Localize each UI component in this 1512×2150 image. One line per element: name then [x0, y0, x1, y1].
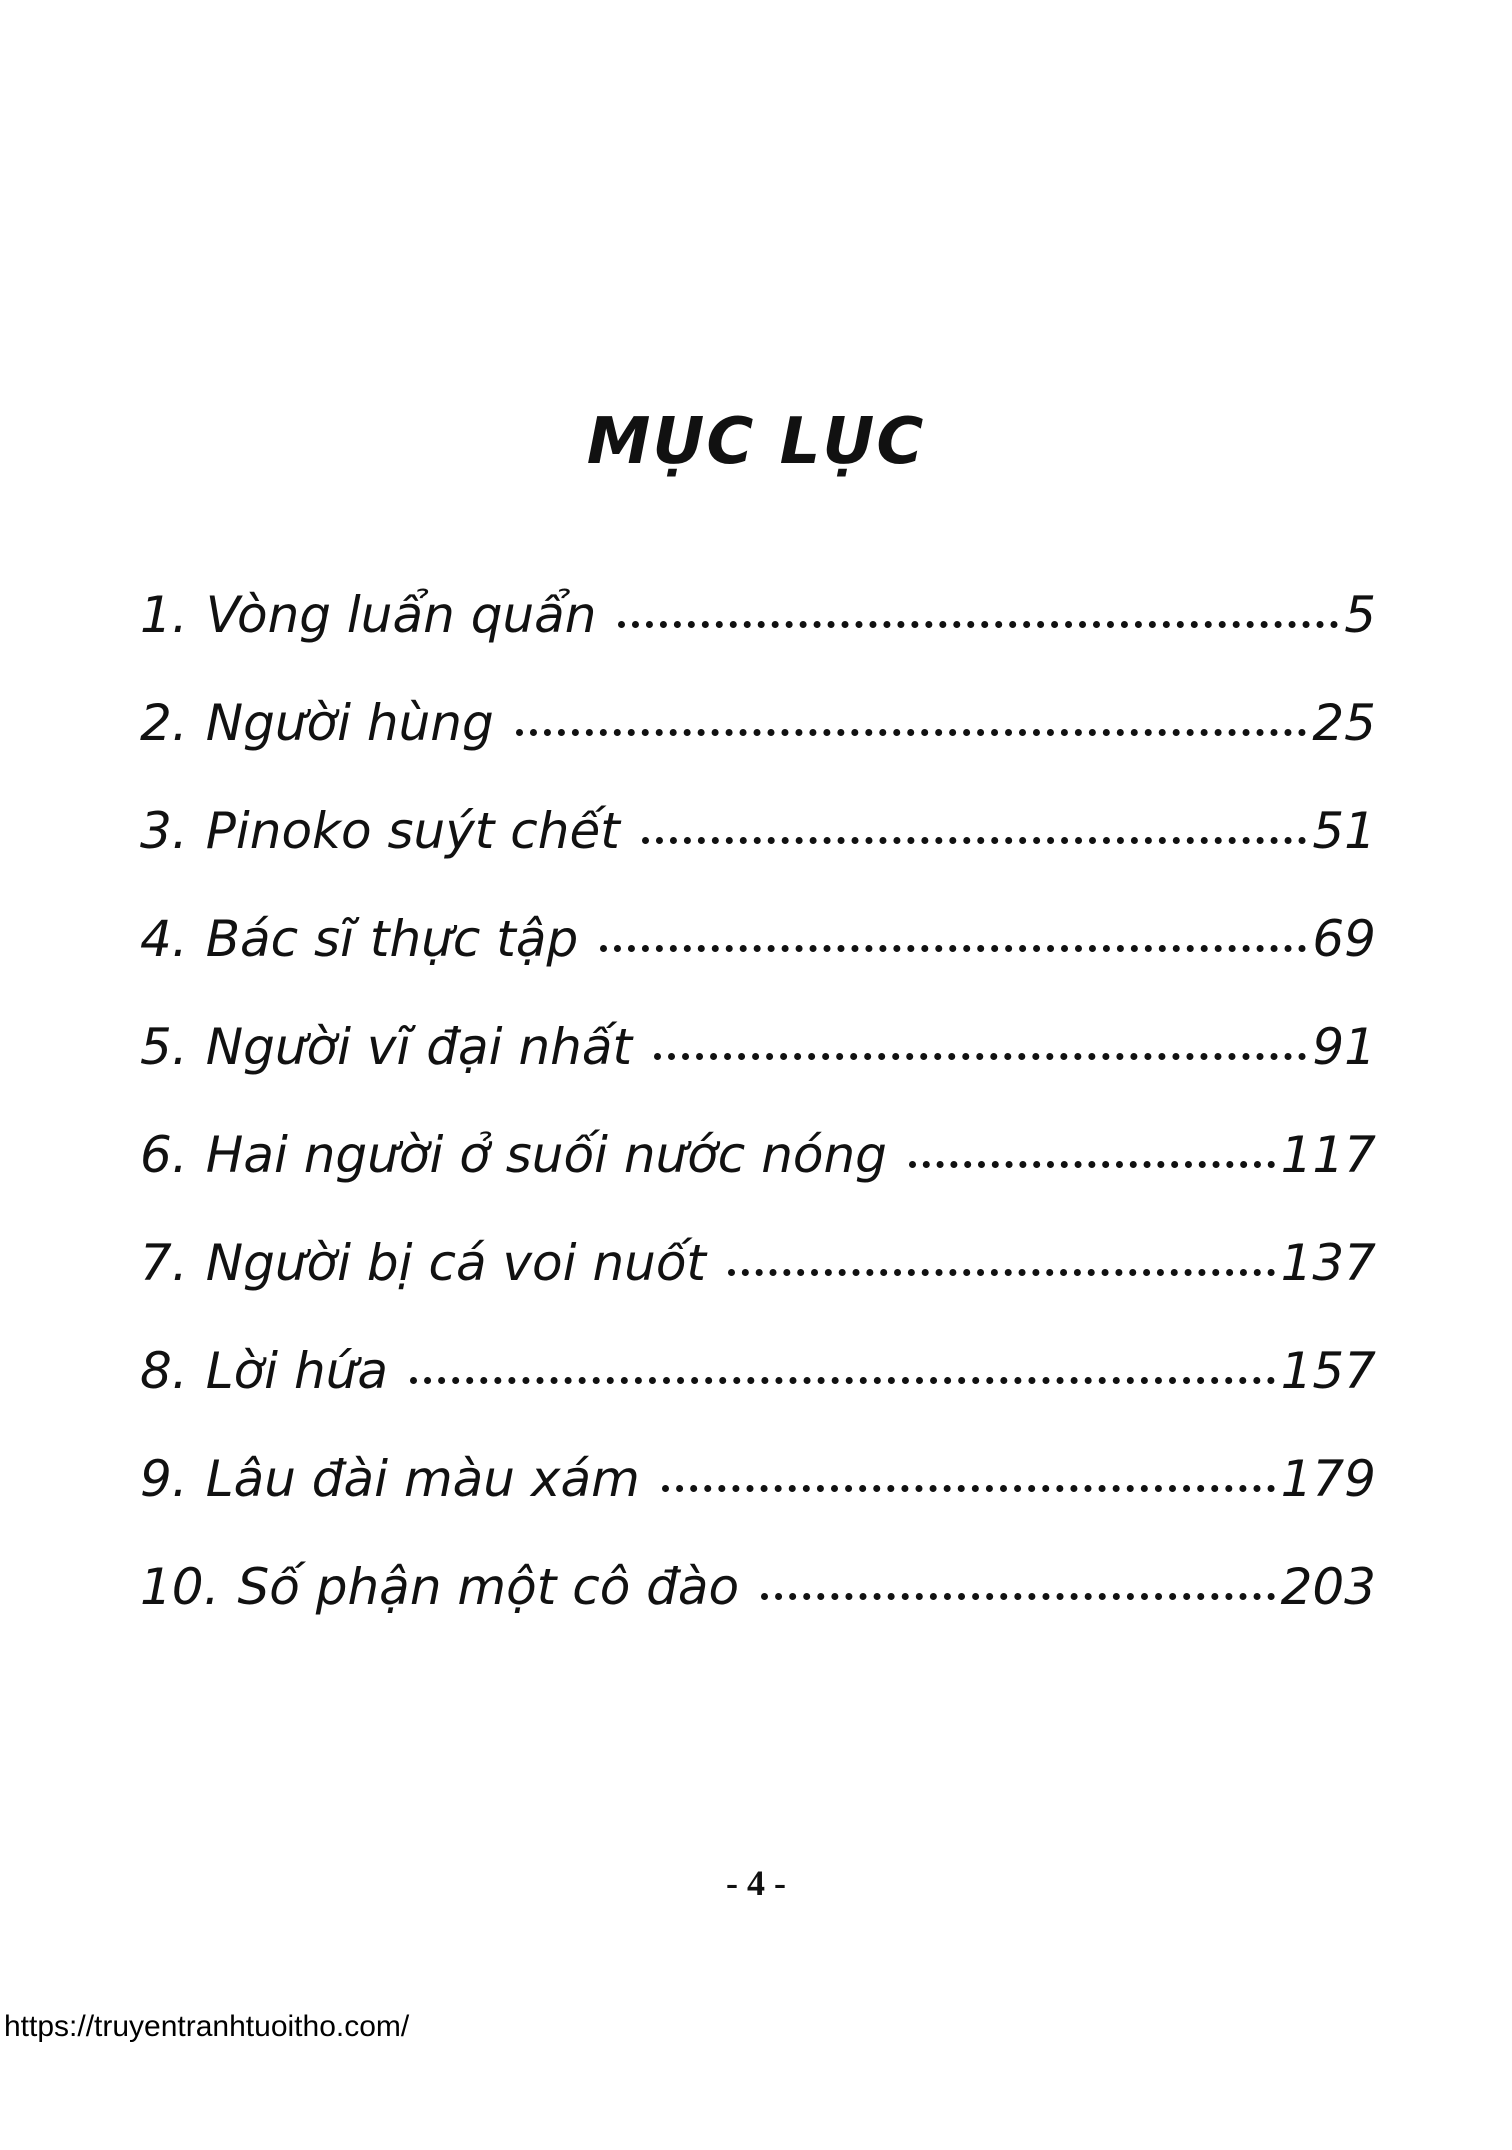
page-number: - 4 - [726, 1863, 786, 1903]
toc-entry-page: 5 [1344, 586, 1376, 644]
dot-leader [516, 729, 1307, 736]
toc-entry-label: Người vĩ đại nhất [205, 1018, 633, 1076]
toc-entry[interactable] [140, 1342, 1376, 1454]
toc-entry-number: 6. [140, 1126, 188, 1184]
toc-entry-number: 8. [140, 1342, 188, 1400]
toc-list [140, 586, 1376, 1670]
toc-entry-page: 179 [1280, 1450, 1376, 1508]
toc-entry-number: 7. [140, 1234, 188, 1292]
dot-leader [728, 1269, 1275, 1276]
toc-entry-label: Người bị cá voi nuốt [205, 1234, 707, 1292]
toc-entry-number: 10. [140, 1558, 220, 1616]
toc-entry-label: Người hùng [205, 694, 494, 752]
toc-entry-label: Lời hứa [205, 1342, 388, 1400]
dot-leader [600, 945, 1306, 952]
toc-entry-page: 91 [1312, 1018, 1376, 1076]
dot-leader [909, 1161, 1275, 1168]
dot-leader [662, 1485, 1275, 1492]
toc-entry-number: 1. [140, 586, 188, 644]
toc-entry[interactable] [140, 910, 1376, 1022]
dot-leader [642, 837, 1307, 844]
dot-leader [618, 621, 1338, 628]
toc-entry[interactable] [140, 1558, 1376, 1670]
toc-entry-label: Pinoko suýt chết [205, 802, 620, 860]
toc-entry-page: 51 [1312, 802, 1376, 860]
toc-entry-label: Vòng luẩn quẩn [205, 586, 597, 644]
toc-entry-label: Bác sĩ thực tập [205, 910, 579, 968]
toc-title: MỤC LỤC [586, 405, 926, 479]
toc-entry-page: 157 [1280, 1342, 1376, 1400]
toc-entry[interactable] [140, 802, 1376, 914]
toc-entry-label: Hai người ở suối nước nóng [205, 1126, 887, 1184]
toc-entry[interactable] [140, 586, 1376, 698]
toc-entry[interactable] [140, 1450, 1376, 1562]
toc-entry-number: 2. [140, 694, 188, 752]
dot-leader [761, 1593, 1274, 1600]
toc-entry[interactable] [140, 694, 1376, 806]
toc-entry-page: 25 [1312, 694, 1376, 752]
toc-entry[interactable] [140, 1234, 1376, 1346]
toc-entry-number: 5. [140, 1018, 188, 1076]
toc-entry-label: Lâu đài màu xám [205, 1450, 640, 1508]
toc-entry-number: 3. [140, 802, 188, 860]
toc-entry-number: 4. [140, 910, 188, 968]
dot-leader [654, 1053, 1306, 1060]
toc-entry-page: 137 [1280, 1234, 1376, 1292]
toc-entry-page: 117 [1280, 1126, 1376, 1184]
toc-entry-page: 203 [1280, 1558, 1376, 1616]
toc-entry[interactable] [140, 1126, 1376, 1238]
toc-entry-number: 9. [140, 1450, 188, 1508]
source-url[interactable]: https://truyentranhtuoitho.com/ [4, 2010, 410, 2043]
dot-leader [410, 1377, 1275, 1384]
toc-entry-page: 69 [1312, 910, 1376, 968]
toc-entry-label: Số phận một cô đào [237, 1558, 740, 1616]
toc-entry[interactable] [140, 1018, 1376, 1130]
